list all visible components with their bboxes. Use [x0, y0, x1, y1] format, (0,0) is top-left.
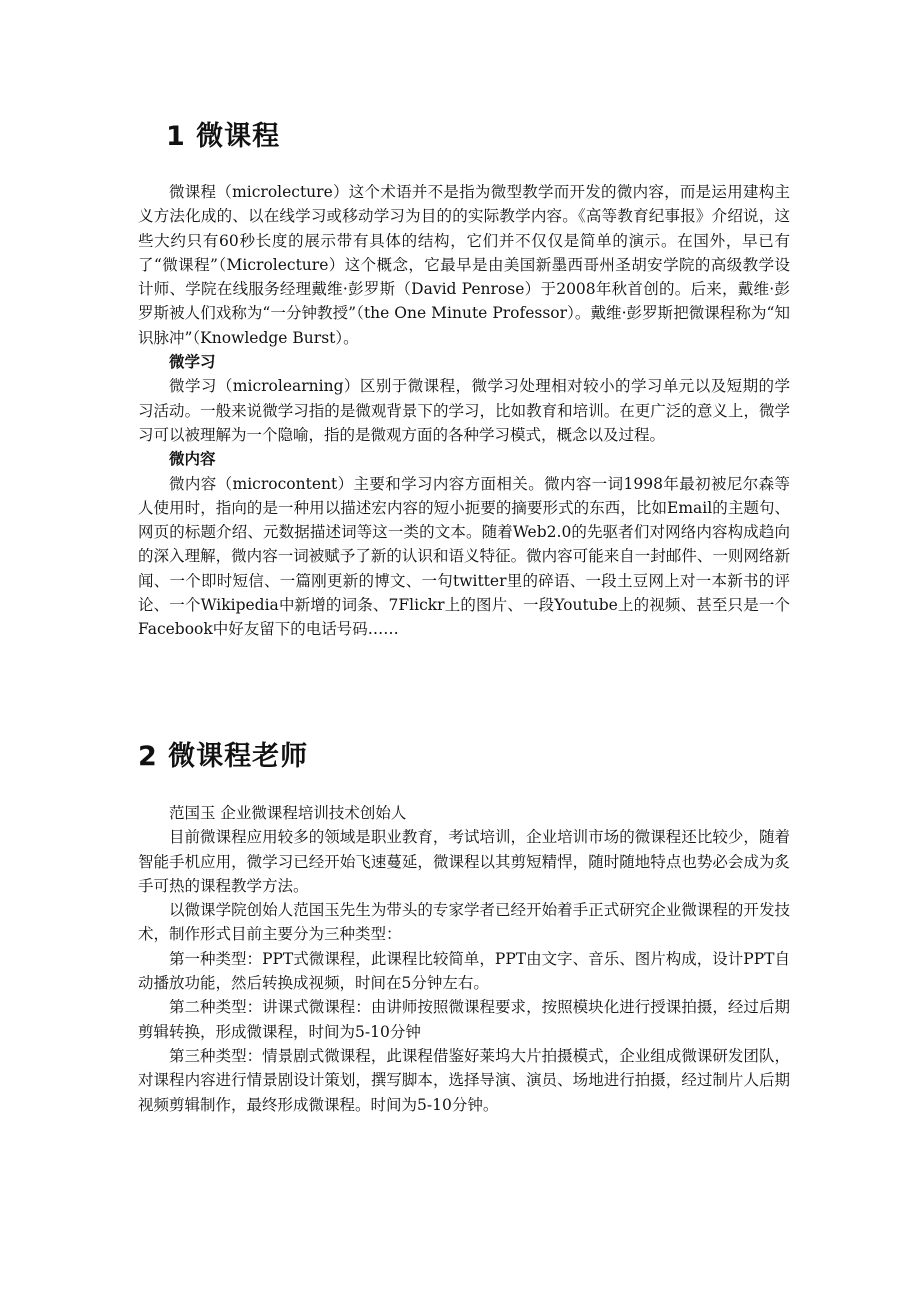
paragraph-application-fields: 目前微课程应用较多的领域是职业教育，考试培训，企业培训市场的微课程还比较少，随着智能手机应用，微学习已经开始飞速蔓延，微课程以其剪短精悍，随时随地特点也势必会成为炙手可热的课程教学方法。	[138, 828, 790, 895]
paragraph-type-3: 第三种类型：情景剧式微课程，此课程借鉴好莱坞大片拍摄模式，企业组成微课研发团队，对课程内容进行情景剧设计策划，撰写脚本，选择导演、演员、场地进行拍摄，经过制片人后期视频剪辑制作，最终形成微课程。时间为5-10分钟。	[138, 1046, 790, 1114]
paragraph-research: 以微课学院创始人范国玉先生为带头的专家学者已经开始着手正式研究企业微课程的开发技术，制作形式目前主要分为三种类型：	[138, 901, 790, 944]
subheading-microlearning: 微学习	[169, 353, 216, 372]
paragraph-type-2: 第二种类型：讲课式微课程：由讲师按照微课程要求，按照模块化进行授课拍摄，经过后期剪辑转换，形成微课程，时间为5-10分钟	[138, 998, 790, 1041]
section-1-heading: 1 微课程	[166, 121, 281, 152]
section-2-heading: 2 微课程老师	[138, 741, 309, 772]
section-1-body	[138, 180, 790, 642]
paragraph-microlearning: 微学习（microlearning）区别于微课程，微学习处理相对较小的学习单元以及短期的学习活动。一般来说微学习指的是微观背景下的学习，比如教育和培训。在更广泛的意义上，微学习可以被理解为一个隐喻，指的是微观方面的各种学习模式，概念以及过程。	[138, 377, 790, 444]
section-2-body	[138, 801, 790, 1117]
paragraph-teacher-intro: 范国玉 企业微课程培训技术创始人	[169, 804, 407, 822]
subheading-microcontent: 微内容	[169, 450, 216, 469]
paragraph-microlecture: 微课程（microlecture）这个术语并不是指为微型教学而开发的微内容，而是运用建构主义方法化成的、以在线学习或移动学习为目的的实际教学内容。《高等教育纪事报》介绍说，这些大约只有60秒长度的展示带有具体的结构，它们并不仅仅是简单的演示。在国外，早已有了“微课程”（Microlecture）这个概念，它最早是由美国新墨西哥州圣胡安学院的高级教学设计师、学院在线服务经理戴维·彭罗斯（David Penrose）于2008年秋首创的。后来，戴维·彭罗斯被人们戏称为“一分钟教授”（the One Minute Professor）。戴维·彭罗斯把微课程称为“知识脉冲”（Knowledge Burst）。	[138, 183, 790, 347]
paragraph-type-1: 第一种类型：PPT式微课程，此课程比较简单，PPT由文字、音乐、图片构成，设计PPT自动播放功能，然后转换成视频，时间在5分钟左右。	[138, 949, 790, 993]
paragraph-microcontent: 微内容（microcontent）主要和学习内容方面相关。微内容一词1998年最初被尼尔森等人使用时，指向的是一种用以描述宏内容的短小扼要的摘要形式的东西，比如Email的主题句、网页的标题介绍、元数据描述词等这一类的文本。随着Web2.0的先驱者们对网络内容构成趋向的深入理解，微内容一词被赋予了新的认识和语义特征。微内容可能来自一封邮件、一则网络新闻、一个即时短信、一篇刚更新的博文、一句twitter里的碎语、一段土豆网上对一本新书的评论、一个Wikipedia中新增的词条、7Flickr上的图片、一段Youtube上的视频、甚至只是一个Facebook中好友留下的电话号码……	[138, 474, 790, 639]
